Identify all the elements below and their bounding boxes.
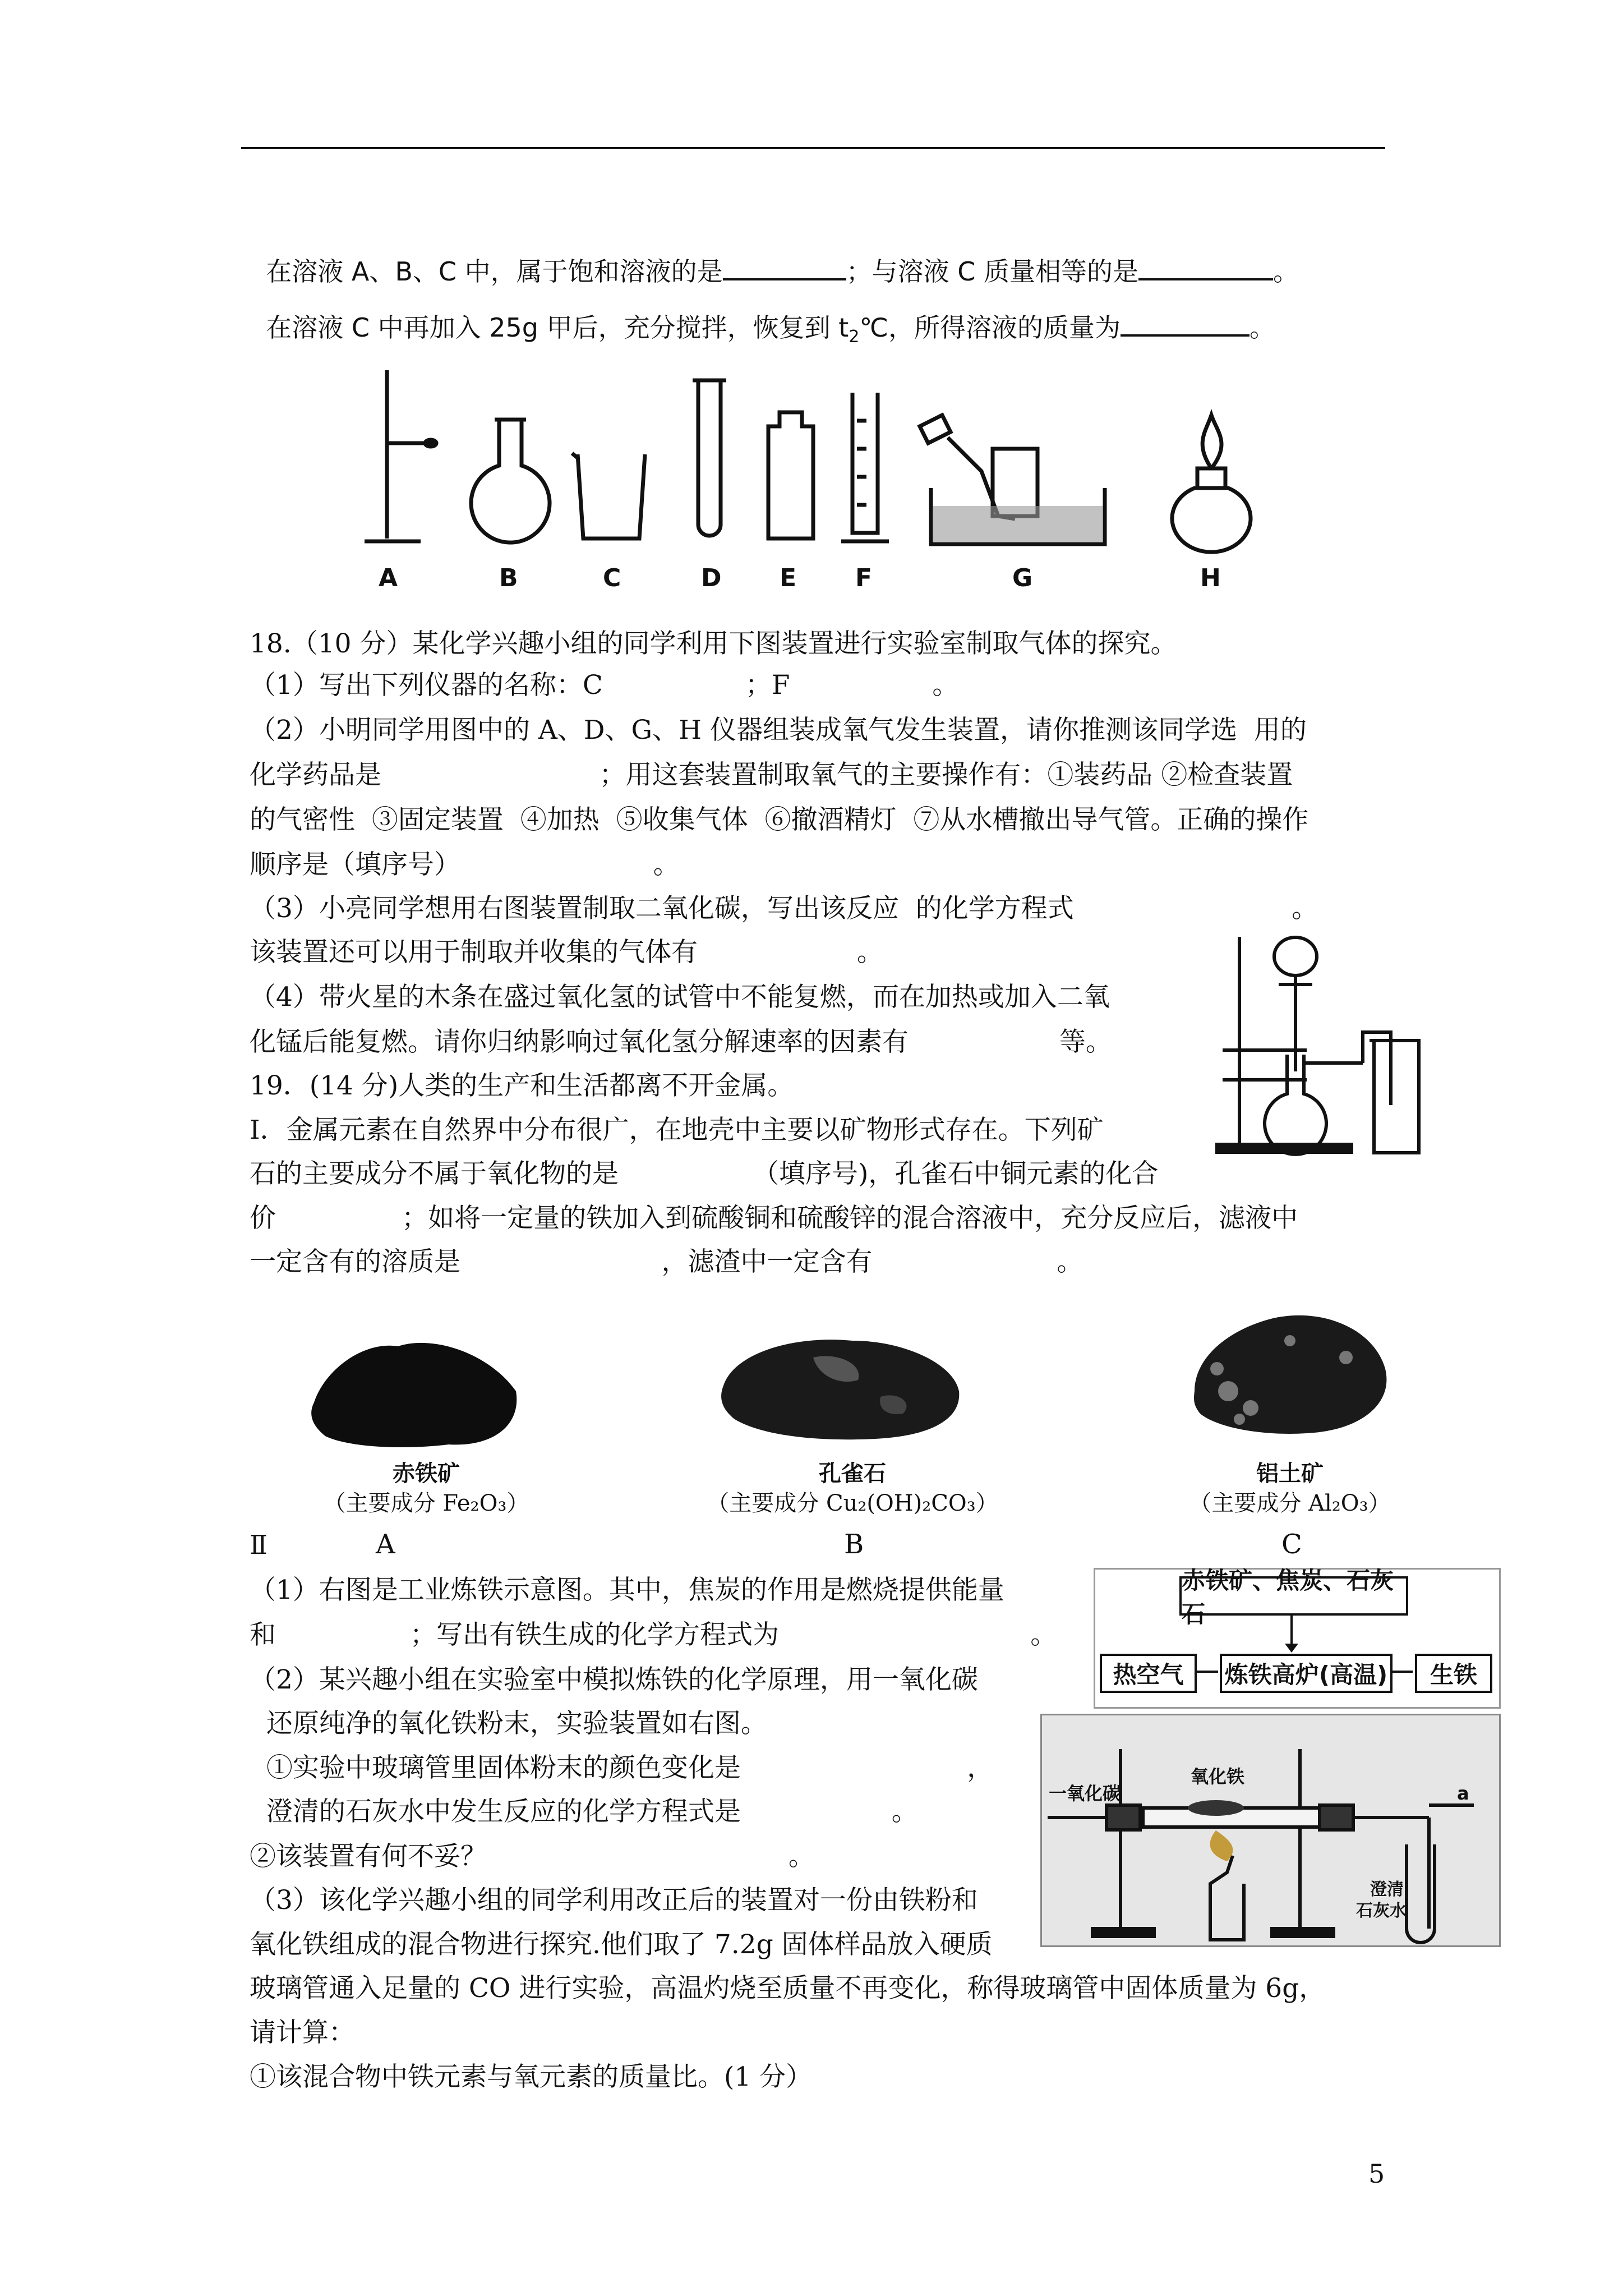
q18-part2: （2）小明同学用图中的 A、D、G、H 仪器组装成氧气发生装置，请你推测该同学选 用的 xyxy=(250,715,1307,746)
mineral-letter: A xyxy=(376,1529,395,1560)
ironmaking-flowchart xyxy=(1094,1568,1501,1709)
q19-ii-3: 玻璃管通入足量的 CO 进行实验，高温灼烧至质量不再变化，称得玻璃管中固体质量为 6g， xyxy=(250,1973,1326,2004)
q19-i: 一定含有的溶质是 ，滤渣中一定含有 。 xyxy=(250,1246,1083,1277)
setup-label-limewater: 澄清石灰水 xyxy=(1356,1880,1407,1921)
apparatus-figure xyxy=(348,359,1256,611)
apparatus-label: B xyxy=(499,564,518,592)
q19-ii-2: ①实验中玻璃管里固体粉末的颜色变化是 ， xyxy=(250,1752,994,1783)
setup-label-fe2o3: 氧化铁 xyxy=(1191,1766,1245,1787)
mineral-formula: （主要成分 Fe₂O₃） xyxy=(323,1490,529,1516)
mineral-name: 赤铁矿 xyxy=(393,1460,460,1487)
apparatus-labels xyxy=(379,564,1221,592)
page-number: 5 xyxy=(1368,2159,1385,2189)
flow-arrow-down xyxy=(1290,1613,1293,1647)
q18-part2: 化学药品是 ；用这套装置制取氧气的主要操作有：①装药品 ②检查装置 xyxy=(250,760,1293,790)
apparatus-label: H xyxy=(1200,564,1221,592)
q19-ii-2: （2）某兴趣小组在实验室中模拟炼铁的化学原理，用一氧化碳 xyxy=(250,1664,978,1695)
flow-arrow-right xyxy=(1390,1671,1413,1673)
mineral-hematite-image xyxy=(303,1329,527,1453)
q18-part3: （3）小亮同学想用右图装置制取二氧化碳，写出该反应 的化学方程式 。 xyxy=(250,893,1318,924)
q19-ii-3: 请计算： xyxy=(250,2017,355,2048)
q19-ii-2: 澄清的石灰水中发生反应的化学方程式是 。 xyxy=(250,1796,918,1827)
q19-ii-2: 还原纯净的氧化铁粉末，实验装置如右图。 xyxy=(250,1708,767,1739)
top-line-1: 在溶液 A、B、C 中，属于饱和溶液的是 ；与溶液 C 质量相等的是 。 xyxy=(250,220,1299,288)
apparatus-label: D xyxy=(701,564,722,592)
mineral-name: 孔雀石 xyxy=(819,1460,886,1487)
mineral-bauxite-image xyxy=(1178,1307,1402,1442)
apparatus-label: G xyxy=(1012,564,1033,592)
q19-i: Ⅰ．金属元素在自然界中分布很广，在地壳中主要以矿物形式存在。下列矿 xyxy=(250,1115,1104,1145)
flow-output-box: 生铁 xyxy=(1415,1654,1492,1693)
flow-furnace-box: 炼铁高炉(高温) xyxy=(1220,1654,1393,1693)
q19-ii-1: （1）右图是工业炼铁示意图。其中，焦炭的作用是燃烧提供能量 xyxy=(250,1575,1004,1605)
flow-air-box: 热空气 xyxy=(1100,1654,1197,1693)
setup-label-co: 一氧化碳 xyxy=(1049,1783,1121,1804)
q18-part2: 顺序是（填序号） 。 xyxy=(250,849,680,880)
q19-ii-3: 氧化铁组成的混合物进行探究.他们取了 7.2g 固体样品放入硬质 xyxy=(250,1929,993,1960)
co2-apparatus-figure xyxy=(1206,926,1441,1161)
q18-part4: （4）带火星的木条在盛过氧化氢的试管中不能复燃，而在加热或加入二氧 xyxy=(250,982,1110,1013)
apparatus-label: E xyxy=(780,564,797,592)
apparatus-label: F xyxy=(855,564,873,592)
q19-ii-3: （3）该化学兴趣小组的同学利用改正后的装置对一份由铁粉和 xyxy=(250,1885,978,1916)
q18-part1: （1）写出下列仪器的名称：C ；F 。 xyxy=(250,670,959,701)
q19-ii-2: ②该装置有何不妥？ 。 xyxy=(250,1841,815,1872)
mineral-name: 铝土矿 xyxy=(1256,1460,1324,1487)
section-ii-mark: Ⅱ xyxy=(250,1530,268,1561)
q19-i: 价 ；如将一定量的铁加入到硫酸铜和硫酸锌的混合溶液中，充分反应后，滤液中 xyxy=(250,1203,1298,1234)
flow-arrow-head xyxy=(1285,1644,1298,1653)
q19-i: 石的主要成分不属于氧化物的是 （填序号)，孔雀石中铜元素的化合 xyxy=(250,1158,1159,1189)
mineral-formula: （主要成分 Al₂O₃） xyxy=(1189,1490,1391,1516)
apparatus-label: A xyxy=(379,564,398,592)
mineral-letter: C xyxy=(1281,1529,1302,1560)
flow-arrow-right xyxy=(1195,1671,1218,1673)
mineral-letter: B xyxy=(844,1529,864,1560)
co-reduction-setup xyxy=(1040,1714,1501,1947)
mineral-formula: （主要成分 Cu₂(OH)₂CO₃） xyxy=(707,1490,998,1516)
mineral-malachite-image xyxy=(712,1324,970,1447)
flow-input-box: 赤铁矿、焦炭、石灰石 xyxy=(1179,1576,1408,1616)
q18-part4: 化锰后能复燃。请你归纳影响过氧化氢分解速率的因素有 等。 xyxy=(250,1027,1112,1057)
header-rule xyxy=(241,147,1385,149)
apparatus-label: C xyxy=(603,564,621,592)
q19-ii-3: ①该混合物中铁元素与氧元素的质量比。(1 分） xyxy=(250,2062,813,2092)
setup-label-a: a xyxy=(1457,1783,1469,1804)
q18-part3: 该装置还可以用于制取并收集的气体有 。 xyxy=(250,937,883,968)
q19-title: 19．(14 分)人类的生产和生活都离不开金属。 xyxy=(250,1070,794,1101)
q18-title: 18.（10 分）某化学兴趣小组的同学利用下图装置进行实验室制取气体的探究。 xyxy=(250,628,1177,659)
q18-part2: 的气密性 ③固定装置 ④加热 ⑤收集气体 ⑥撤酒精灯 ⑦从水槽撤出导气管。正确的操作 xyxy=(250,804,1309,835)
top-line-2: 在溶液 C 中再加入 25g 甲后，充分搅拌，恢复到 $t_2℃$，所得溶液的质量为 。 xyxy=(250,276,1275,354)
blank[interactable] xyxy=(1121,310,1249,337)
q19-ii-1: 和 ；写出有铁生成的化学方程式为 。 xyxy=(250,1619,1057,1650)
